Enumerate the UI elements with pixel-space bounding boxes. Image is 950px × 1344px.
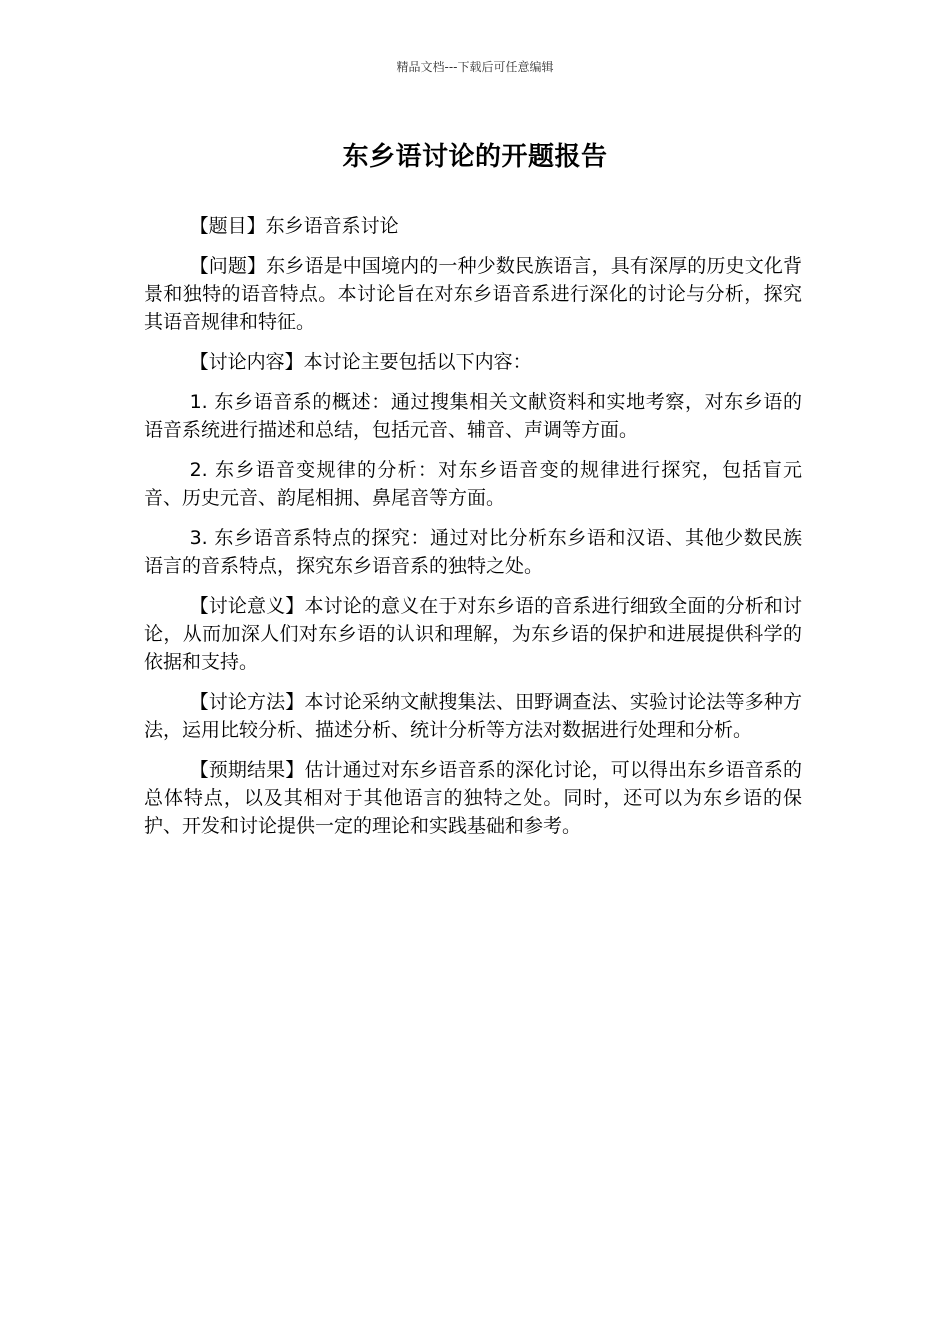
- paragraph-significance: 【讨论意义】本讨论的意义在于对东乡语的音系进行细致全面的分析和讨论，从而加深人们对东乡语的认识和理解，为东乡语的保护和进展提供科学的依据和支持。: [144, 595, 802, 673]
- paragraph-content-item-1: 1. 东乡语音系的概述：通过搜集相关文献资料和实地考察，对东乡语的语音系统进行描述和总结，包括元音、辅音、声调等方面。: [144, 391, 802, 441]
- page-header: 精品文档---下载后可任意编辑: [396, 60, 554, 74]
- paragraph-problem: 【问题】东乡语是中国境内的一种少数民族语言，具有深厚的历史文化背景和独特的语音特点。本讨论旨在对东乡语音系进行深化的讨论与分析，探究其语音规律和特征。: [144, 255, 802, 333]
- document-body: [144, 212, 802, 852]
- paragraph-topic: 【题目】东乡语音系讨论: [189, 215, 399, 237]
- paragraph-method: 【讨论方法】本讨论采纳文献搜集法、田野调查法、实验讨论法等多种方法，运用比较分析、描述分析、统计分析等方法对数据进行处理和分析。: [144, 691, 802, 741]
- paragraph-expected-result: 【预期结果】估计通过对东乡语音系的深化讨论，可以得出东乡语音系的总体特点，以及其相对于其他语言的独特之处。同时，还可以为东乡语的保护、开发和讨论提供一定的理论和实践基础和参考。: [144, 759, 802, 837]
- paragraph-content-intro: 【讨论内容】本讨论主要包括以下内容：: [189, 351, 532, 373]
- paragraph-content-item-2: 2. 东乡语音变规律的分析：对东乡语音变的规律进行探究，包括盲元音、历史元音、韵尾相拥、鼻尾音等方面。: [144, 459, 802, 509]
- paragraph-content-item-3: 3. 东乡语音系特点的探究：通过对比分析东乡语和汉语、其他少数民族语言的音系特点，探究东乡语音系的独特之处。: [144, 527, 802, 577]
- document-title: 东乡语讨论的开题报告: [342, 142, 608, 172]
